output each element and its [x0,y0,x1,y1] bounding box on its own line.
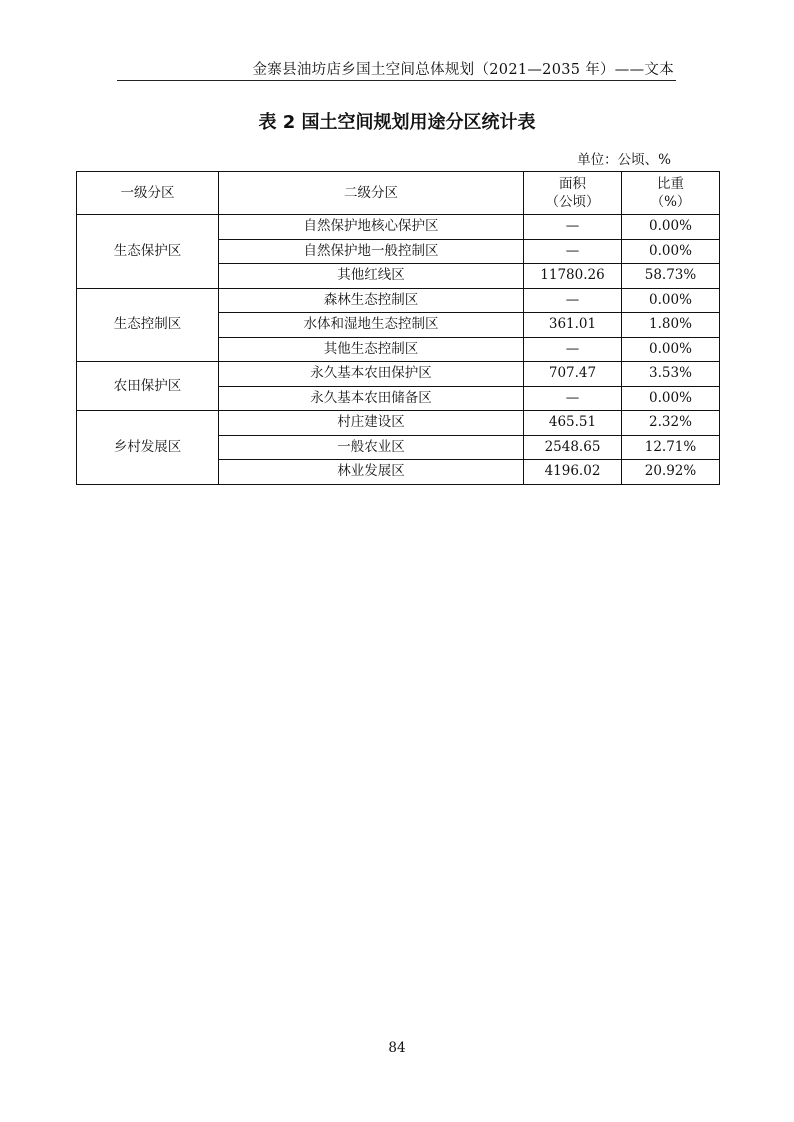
group-name: 乡村发展区 [77,411,219,485]
zone-name: 自然保护地一般控制区 [219,239,524,264]
zone-name: 自然保护地核心保护区 [219,215,524,240]
table-header-row [77,172,720,215]
zone-percent: 58.73% [622,264,720,289]
land-use-zoning-table [76,171,720,485]
zone-name: 水体和湿地生态控制区 [219,313,524,338]
zone-name: 永久基本农田储备区 [219,386,524,411]
zone-percent: 3.53% [622,362,720,387]
zone-area: — [524,337,622,362]
zone-area: 361.01 [524,313,622,338]
group-name: 农田保护区 [77,362,219,411]
header-area-unit: （公顷） [545,194,600,210]
zone-name: 其他生态控制区 [219,337,524,362]
header-area [524,172,622,215]
zone-area: 465.51 [524,411,622,436]
zone-name: 一般农业区 [219,435,524,460]
zone-area: — [524,215,622,240]
header-percent-label: 比重 [657,176,684,192]
header-level2: 二级分区 [219,172,524,215]
zone-percent: 0.00% [622,337,720,362]
zone-percent: 12.71% [622,435,720,460]
zone-area: — [524,386,622,411]
header-percent-unit: （%） [650,194,691,210]
header-level1: 一级分区 [77,172,219,215]
table-row [77,288,720,313]
unit-note: 单位：公顷、% [577,152,671,168]
table-row [77,215,720,240]
zone-name: 森林生态控制区 [219,288,524,313]
zone-name: 林业发展区 [219,460,524,485]
header-percent [622,172,720,215]
group-name: 生态控制区 [77,288,219,362]
header-area-label: 面积 [559,176,586,192]
running-header: 金寨县油坊店乡国土空间总体规划（2021—2035 年）——文本 [252,62,674,78]
zone-area: 11780.26 [524,264,622,289]
zone-area: 2548.65 [524,435,622,460]
zone-area: — [524,288,622,313]
zone-area: 4196.02 [524,460,622,485]
zone-percent: 0.00% [622,215,720,240]
table-title: 表 2 国土空间规划用途分区统计表 [258,112,536,133]
zone-percent: 1.80% [622,313,720,338]
zone-percent: 20.92% [622,460,720,485]
table-row [77,362,720,387]
page-number: 84 [388,1040,406,1056]
zone-percent: 0.00% [622,288,720,313]
zone-percent: 0.00% [622,239,720,264]
header-rule [117,80,676,81]
zone-name: 村庄建设区 [219,411,524,436]
table-row [77,411,720,436]
zone-percent: 2.32% [622,411,720,436]
zone-name: 其他红线区 [219,264,524,289]
zone-area: — [524,239,622,264]
zone-name: 永久基本农田保护区 [219,362,524,387]
zone-area: 707.47 [524,362,622,387]
zone-percent: 0.00% [622,386,720,411]
group-name: 生态保护区 [77,215,219,289]
